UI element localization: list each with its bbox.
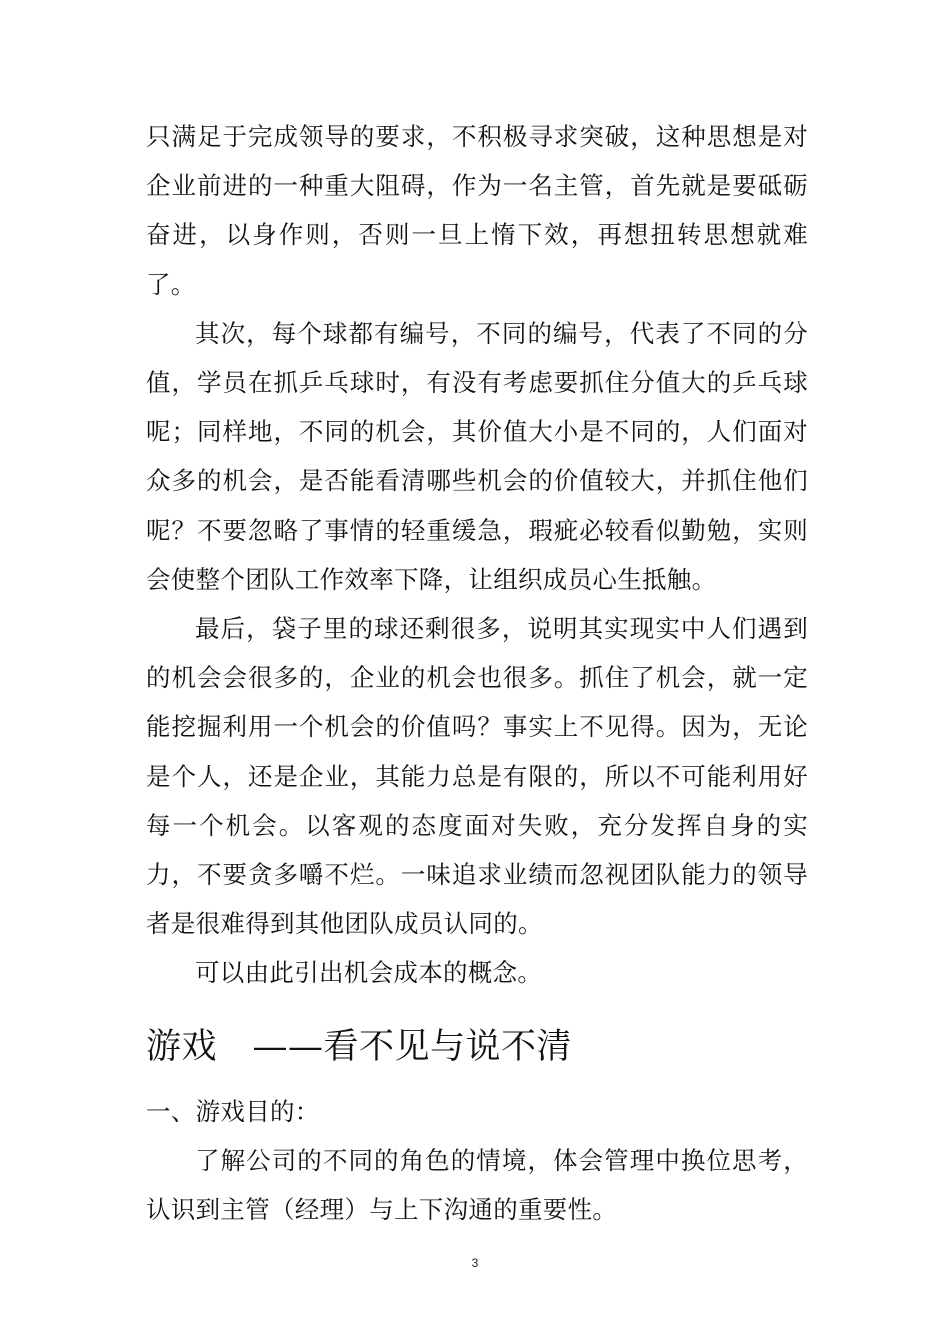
paragraph-1: 只满足于完成领导的要求，不积极寻求突破，这种思想是对企业前进的一种重大阻碍，作为一名主管，首先就是要砥砺奋进，以身作则，否则一旦上惰下效，再想扭转思想就难了。 — [146, 122, 808, 299]
body-text — [146, 112, 808, 998]
section-body — [146, 1087, 808, 1235]
paragraph-3: 最后，袋子里的球还剩很多，说明其实现实中人们遇到的机会会很多的，企业的机会也很多。抓住了机会，就一定能挖掘利用一个机会的价值吗？事实上不见得。因为，无论是个人，还是企业，其能力总是有限的，所以不可能利用好每一个机会。以客观的态度面对失败，充分发挥自身的实力，不要贪多嚼不烂。一味追求业绩而忽视团队能力的领导者是很难得到其他团队成员认同的。 — [146, 614, 808, 939]
paragraph-2: 其次，每个球都有编号，不同的编号，代表了不同的分值，学员在抓乒乓球时，有没有考虑要抓住分值大的乒乓球呢；同样地，不同的机会，其价值大小是不同的，人们面对众多的机会，是否能看清哪些机会的价值较大，并抓住他们呢？不要忽略了事情的轻重缓急，瑕疵必较看似勤勉，实则会使整个团队工作效率下降，让组织成员心生抵触。 — [146, 318, 808, 594]
section-paragraph: 了解公司的不同的角色的情境，体会管理中换位思考，认识到主管（经理）与上下沟通的重要性。 — [146, 1146, 808, 1225]
section-heading: 游戏 ——看不见与说不清 — [146, 1027, 573, 1067]
page-number: 3 — [471, 1256, 479, 1270]
section-subheading: 一、游戏目的： — [146, 1097, 320, 1126]
paragraph-4: 可以由此引出机会成本的概念。 — [195, 958, 543, 988]
